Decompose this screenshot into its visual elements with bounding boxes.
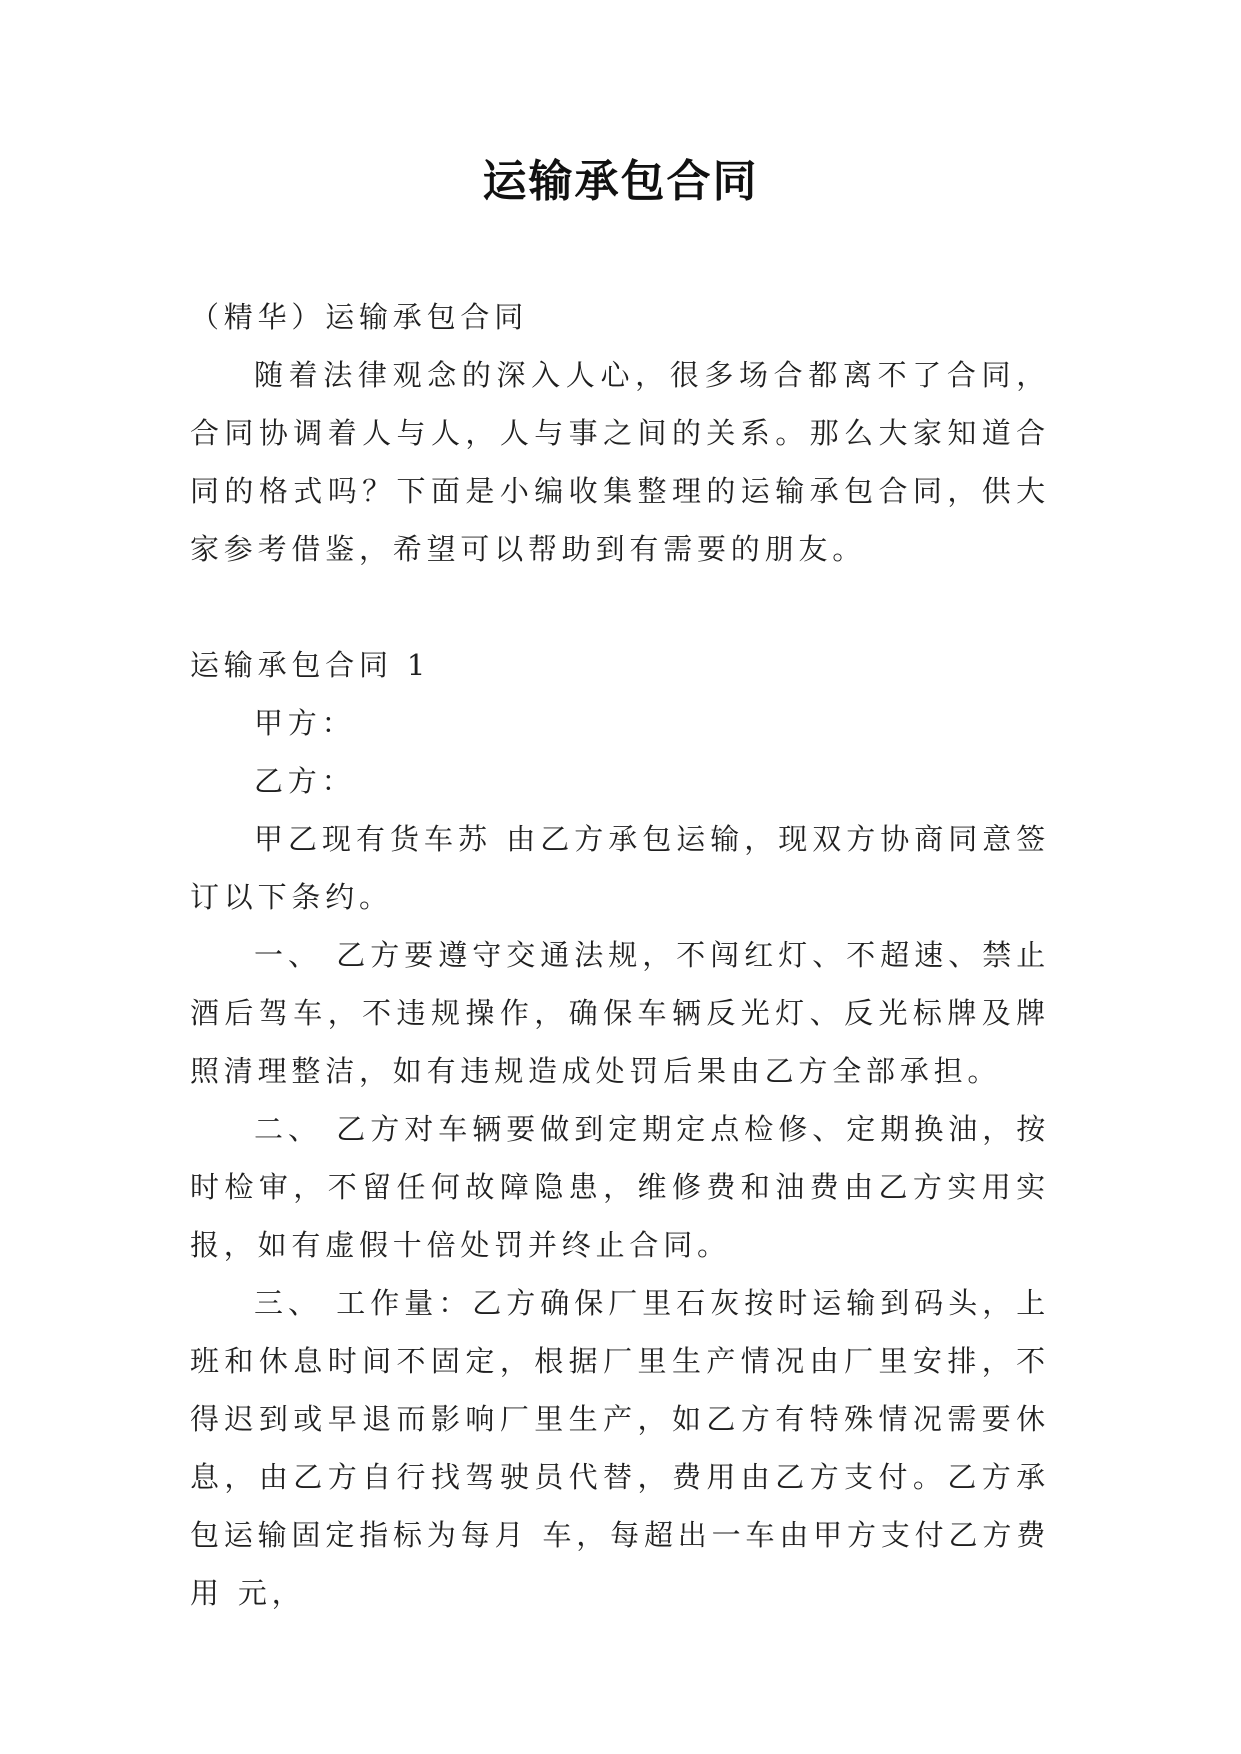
subtitle: （精华）运输承包合同 xyxy=(190,300,529,334)
clause-2: 二、 乙方对车辆要做到定期定点检修、定期换油，按时检审，不留任何故障隐患，维修费和油费由乙方实用实报，如有虚假十倍处罚并终止合同。 xyxy=(190,1112,1050,1262)
document-body xyxy=(190,288,1050,1622)
document-title: 运输承包合同 xyxy=(482,156,759,207)
preamble-paragraph: 甲乙现有货车苏 由乙方承包运输，现双方协商同意签订以下条约。 xyxy=(190,822,1050,914)
party-a-line: 甲方： xyxy=(254,706,356,740)
paragraph-gap xyxy=(190,578,1050,636)
clause-1: 一、 乙方要遵守交通法规，不闯红灯、不超速、禁止酒后驾车，不违规操作，确保车辆反光灯、反光标牌及牌照清理整洁，如有违规造成处罚后果由乙方全部承担。 xyxy=(190,938,1050,1088)
intro-paragraph: 随着法律观念的深入人心，很多场合都离不了合同，合同协调着人与人，人与事之间的关系。那么大家知道合同的格式吗？下面是小编收集整理的运输承包合同，供大家参考借鉴，希望可以帮助到有需要的朋友。 xyxy=(190,358,1050,566)
section-heading: 运输承包合同 1 xyxy=(190,648,431,682)
party-b-line: 乙方： xyxy=(254,764,356,798)
clause-3: 三、 工作量：乙方确保厂里石灰按时运输到码头，上班和休息时间不固定，根据厂里生产情况由厂里安排，不得迟到或早退而影响厂里生产，如乙方有特殊情况需要休息，由乙方自行找驾驶员代替，费用由乙方支付。乙方承包运输固定指标为每月 车，每超出一车由甲方支付乙方费用 元， xyxy=(190,1286,1050,1610)
